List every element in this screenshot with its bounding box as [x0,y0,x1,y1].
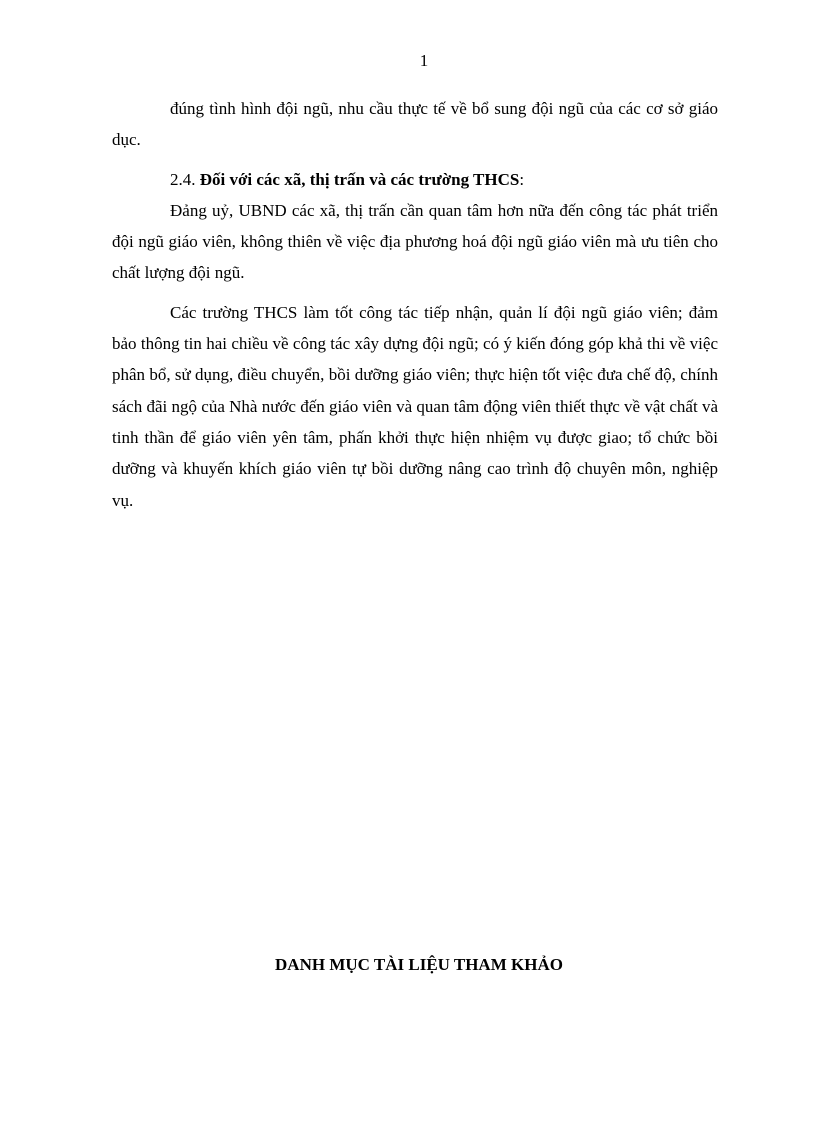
paragraph-commune: Đảng uỷ, UBND các xã, thị trấn cần quan tâm hơn nữa đến công tác phát triển đội ngũ giáo viên, không thiên về việc địa phương hoá đội ngũ giáo viên mà ưu tiên cho chất lượng đội ngũ. [112,200,718,283]
section-heading [112,164,718,195]
page-number: 1 [419,51,429,70]
paragraph-continuation: đúng tình hình đội ngũ, nhu cầu thực tế về bổ sung đội ngũ của các cơ sở giáo dục. [112,99,718,150]
section-title: Đối với các xã, thị trấn và các trường THCS [199,169,520,189]
section-colon: : [519,169,525,189]
body-text [112,93,718,516]
section-number: 2.4. [170,169,200,189]
paragraph-schools: Các trường THCS làm tốt công tác tiếp nhận, quản lí đội ngũ giáo viên; đảm bảo thông tin hai chiều về công tác xây dựng đội ngũ; có ý kiến đóng góp khả thi về việc phân bổ, sử dụng, điều chuyển, bồi dưỡng giáo viên; thực hiện tốt việc đưa chế độ, chính sách đãi ngộ của Nhà nước đến giáo viên và quan tâm động viên thiết thực về vật chất và tinh thần để giáo viên yên tâm, phấn khởi thực hiện nhiệm vụ được giao; tổ chức bồi dưỡng và khuyến khích giáo viên tự bồi dưỡng nâng cao trình độ chuyên môn, nghiệp vụ. [112,302,718,510]
references-title: DANH MỤC TÀI LIỆU THAM KHẢO [275,955,563,974]
